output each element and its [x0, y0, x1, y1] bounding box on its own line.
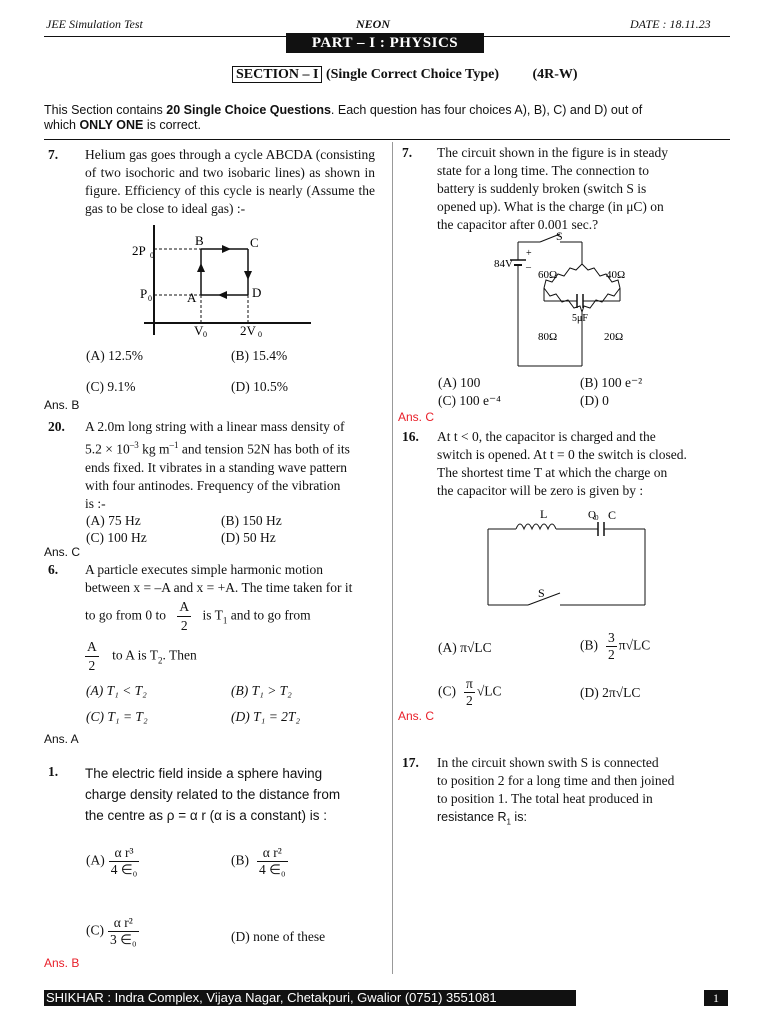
- intro-rule: [44, 139, 730, 140]
- question-text: Helium gas goes through a cycle ABCDA (consisting of two isochoric and two isobaric lines) as shown in figure. Efficiency of this cycle is nearly (Assume the gas to be close to ideal gas) :-: [85, 147, 375, 216]
- question-number: 7.: [402, 145, 413, 160]
- option-b: (B) 100 e⁻²: [580, 375, 643, 390]
- question-text: At t < 0, the capacitor is charged and the switch is opened. At t = 0 the switch is closed. The shortest time T at which the charge on the capacitor will be zero is given by :: [437, 429, 687, 498]
- header-center: NEON: [356, 17, 391, 31]
- svg-text:Q: Q: [588, 509, 596, 521]
- svg-text:S: S: [556, 229, 563, 243]
- option-b: (B) 15.4%: [231, 348, 288, 363]
- question-text: A particle executes simple harmonic motion between x = –A and x = +A. The time taken for it: [85, 562, 353, 595]
- question-text: The electric field inside a sphere having charge density related to the distance from the centre as ρ = α r (α is a constant) is :: [85, 766, 341, 823]
- question-number: 1.: [48, 764, 59, 779]
- svg-text:80Ω: 80Ω: [538, 331, 558, 343]
- question-number: 16.: [402, 429, 419, 444]
- answer: Ans. C: [44, 545, 81, 559]
- section-heading: [232, 67, 578, 83]
- question-text: In the circuit shown swith S is connected to position 2 for a long time and then joined to position 1. The total heat produced in resistance $R_1$ is:: [437, 755, 675, 827]
- svg-text:5μF: 5μF: [572, 313, 588, 324]
- svg-text:P: P: [140, 286, 148, 301]
- svg-text:2P: 2P: [132, 243, 146, 258]
- answer: Ans. B: [44, 398, 80, 412]
- question-number: 7.: [48, 147, 59, 162]
- option-b: (B) $\frac{3}{2}$ π√LC: [580, 630, 651, 662]
- svg-text:A: A: [187, 290, 197, 305]
- svg-text:C: C: [250, 235, 259, 250]
- option-a: (A) 75 Hz: [86, 513, 141, 528]
- lc-circuit-figure: [480, 505, 680, 615]
- option-d: (D) 2π√LC: [580, 685, 641, 700]
- question-text: The circuit shown in the figure is in steady state for a long time. The connection to battery is suddenly broken (switch S is opened up). What is the charge (in μC) on the capacitor after 0.001 sec.?: [437, 145, 668, 232]
- page-number: 1: [704, 990, 728, 1006]
- option-a: (A) 100: [438, 375, 481, 390]
- answer: Ans. C: [398, 709, 435, 723]
- answer: Ans. C: [398, 410, 435, 424]
- svg-text:C: C: [608, 508, 617, 522]
- svg-text:S: S: [538, 586, 545, 600]
- svg-text:L: L: [540, 507, 548, 521]
- svg-text:0: 0: [148, 294, 152, 303]
- option-b: (B) 150 Hz: [221, 513, 282, 528]
- question-number: 17.: [402, 755, 419, 770]
- svg-text:–: –: [526, 262, 531, 273]
- option-c: (C) $\frac{\pi}{2}$ √LC: [438, 676, 502, 708]
- svg-text:60Ω: 60Ω: [538, 269, 558, 281]
- option-d: (D) none of these: [231, 929, 326, 944]
- header-left: JEE Simulation Test: [46, 17, 143, 31]
- svg-text:0: 0: [595, 514, 599, 522]
- option-c: (C) 100 Hz: [86, 530, 147, 545]
- option-b: (B) T₁ > T₂: [231, 683, 292, 698]
- option-a: (A) π√LC: [438, 640, 492, 655]
- answer: Ans. A: [44, 732, 79, 746]
- option-a: (A) 12.5%: [86, 348, 143, 363]
- question-text-line4: $\frac{A}{2}$ to A is $T_2$. Then: [87, 639, 197, 673]
- section-type: (Single Correct Choice Type): [325, 67, 499, 82]
- option-b: (B) $\frac{\text{α r²}}{\text{4 ∈₀}}$: [231, 845, 286, 877]
- section-marking: (4R-W): [532, 67, 578, 82]
- option-c: (C) T₁ = T₂: [86, 709, 148, 724]
- option-c: (C) $\frac{\text{α r²}}{\text{3 ∈₀}}$: [86, 915, 137, 947]
- svg-text:84V: 84V: [494, 258, 513, 270]
- svg-text:0: 0: [203, 330, 207, 339]
- pv-cycle-figure: [126, 225, 316, 345]
- section-intro: This Section contains 20 Single Choice Questions. Each question has four choices A), B), C) and D) out of which ONLY ONE is correct.: [44, 103, 643, 132]
- footer-address: SHIKHAR : Indra Complex, Vijaya Nagar, Chetakpuri, Gwalior (0751) 3551081: [44, 990, 576, 1006]
- section-label: SECTION – I: [232, 66, 322, 83]
- svg-text:D: D: [252, 285, 262, 300]
- svg-text:B: B: [195, 233, 204, 248]
- question-number: 20.: [48, 419, 65, 434]
- option-c: (C) 9.1%: [86, 379, 136, 394]
- option-d: (D) T₁ = 2T₂: [231, 709, 301, 724]
- option-c: (C) 100 e⁻⁴: [438, 393, 501, 408]
- svg-text:40Ω: 40Ω: [606, 269, 626, 281]
- column-divider: [392, 142, 393, 974]
- svg-text:20Ω: 20Ω: [604, 331, 624, 343]
- option-d: (D) 50 Hz: [221, 530, 276, 545]
- svg-text:0: 0: [150, 251, 154, 260]
- question-number: 6.: [48, 562, 59, 577]
- option-a: (A) $\frac{\text{α r³}}{\text{4 ∈₀}}$: [86, 845, 138, 877]
- answer: Ans. B: [44, 956, 80, 970]
- part-title: PART – I : PHYSICS: [286, 33, 484, 53]
- option-a: (A) T₁ < T₂: [86, 683, 147, 698]
- bridge-circuit-figure: [490, 228, 650, 373]
- question-text: A 2.0m long string with a linear mass density of $5.2 \times 10^{-3}$ kg $m^{-1}$ and tension 52N has both of its ends fixed. It vibrates in a standing wave pattern with four antinodes. Frequency of the vibration is :-: [85, 419, 350, 511]
- header-right: DATE : 18.11.23: [630, 17, 711, 31]
- svg-text:+: +: [526, 248, 532, 259]
- svg-text:V: V: [194, 323, 204, 338]
- svg-text:0: 0: [258, 330, 262, 339]
- option-d: (D) 10.5%: [231, 379, 288, 394]
- svg-text:2V: 2V: [240, 323, 256, 338]
- option-d: (D) 0: [580, 393, 609, 408]
- question-text-line3: to go from 0 to $\frac{A}{2}$ is $T_1$ and to go from: [85, 599, 311, 633]
